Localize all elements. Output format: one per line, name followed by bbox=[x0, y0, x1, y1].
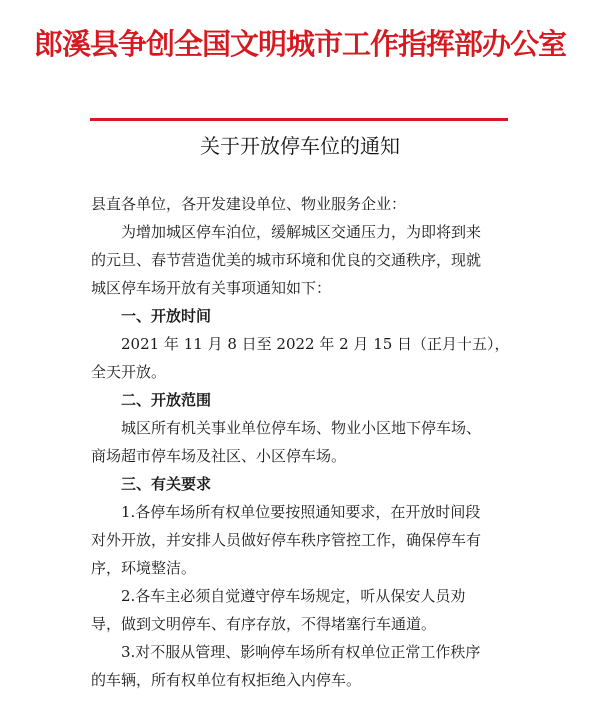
red-header-rule bbox=[90, 118, 508, 121]
addressee-line: 县直各单位，各开发建设单位、物业服务企业： bbox=[91, 195, 407, 213]
section-heading-open-scope: 二、开放范围 bbox=[121, 391, 212, 409]
requirement-line: 对外开放，并安排人员做好停车秩序管控工作，确保停车有 bbox=[91, 531, 482, 549]
requirement-line: 导，做到文明停车、有序存放，不得堵塞行车通道。 bbox=[91, 615, 437, 633]
section-heading-open-time: 一、开放时间 bbox=[121, 307, 212, 325]
requirement-line: 序，环境整洁。 bbox=[91, 559, 197, 577]
section-line: 2021 年 11 月 8 日至 2022 年 2 月 15 日（正月十五）， bbox=[121, 335, 510, 353]
issuing-office-title: 郎溪县争创全国文明城市工作指挥部办公室 bbox=[33, 27, 566, 61]
notice-title: 关于开放停车位的通知 bbox=[200, 134, 400, 158]
requirement-line: 1.各停车场所有权单位要按照通知要求，在开放时间段 bbox=[121, 503, 481, 521]
requirement-line: 的车辆，所有权单位有权拒绝入内停车。 bbox=[91, 671, 362, 689]
intro-line: 为增加城区停车泊位，缓解城区交通压力，为即将到来 bbox=[121, 223, 482, 241]
section-line: 城区所有机关事业单位停车场、物业小区地下停车场、 bbox=[121, 419, 482, 437]
notice-body bbox=[91, 190, 509, 694]
requirement-line: 3.对不服从管理、影响停车场所有权单位正常工作秩序 bbox=[121, 643, 481, 661]
section-heading-requirements: 三、有关要求 bbox=[121, 475, 212, 493]
intro-line: 城区停车场开放有关事项通知如下： bbox=[91, 279, 332, 297]
section-line: 商场超市停车场及社区、小区停车场。 bbox=[91, 447, 347, 465]
intro-line: 的元旦、春节营造优美的城市环境和优良的交通秩序，现就 bbox=[91, 251, 482, 269]
section-line: 全天开放。 bbox=[91, 363, 167, 381]
requirement-line: 2.各车主必须自觉遵守停车场规定，听从保安人员劝 bbox=[121, 587, 466, 605]
